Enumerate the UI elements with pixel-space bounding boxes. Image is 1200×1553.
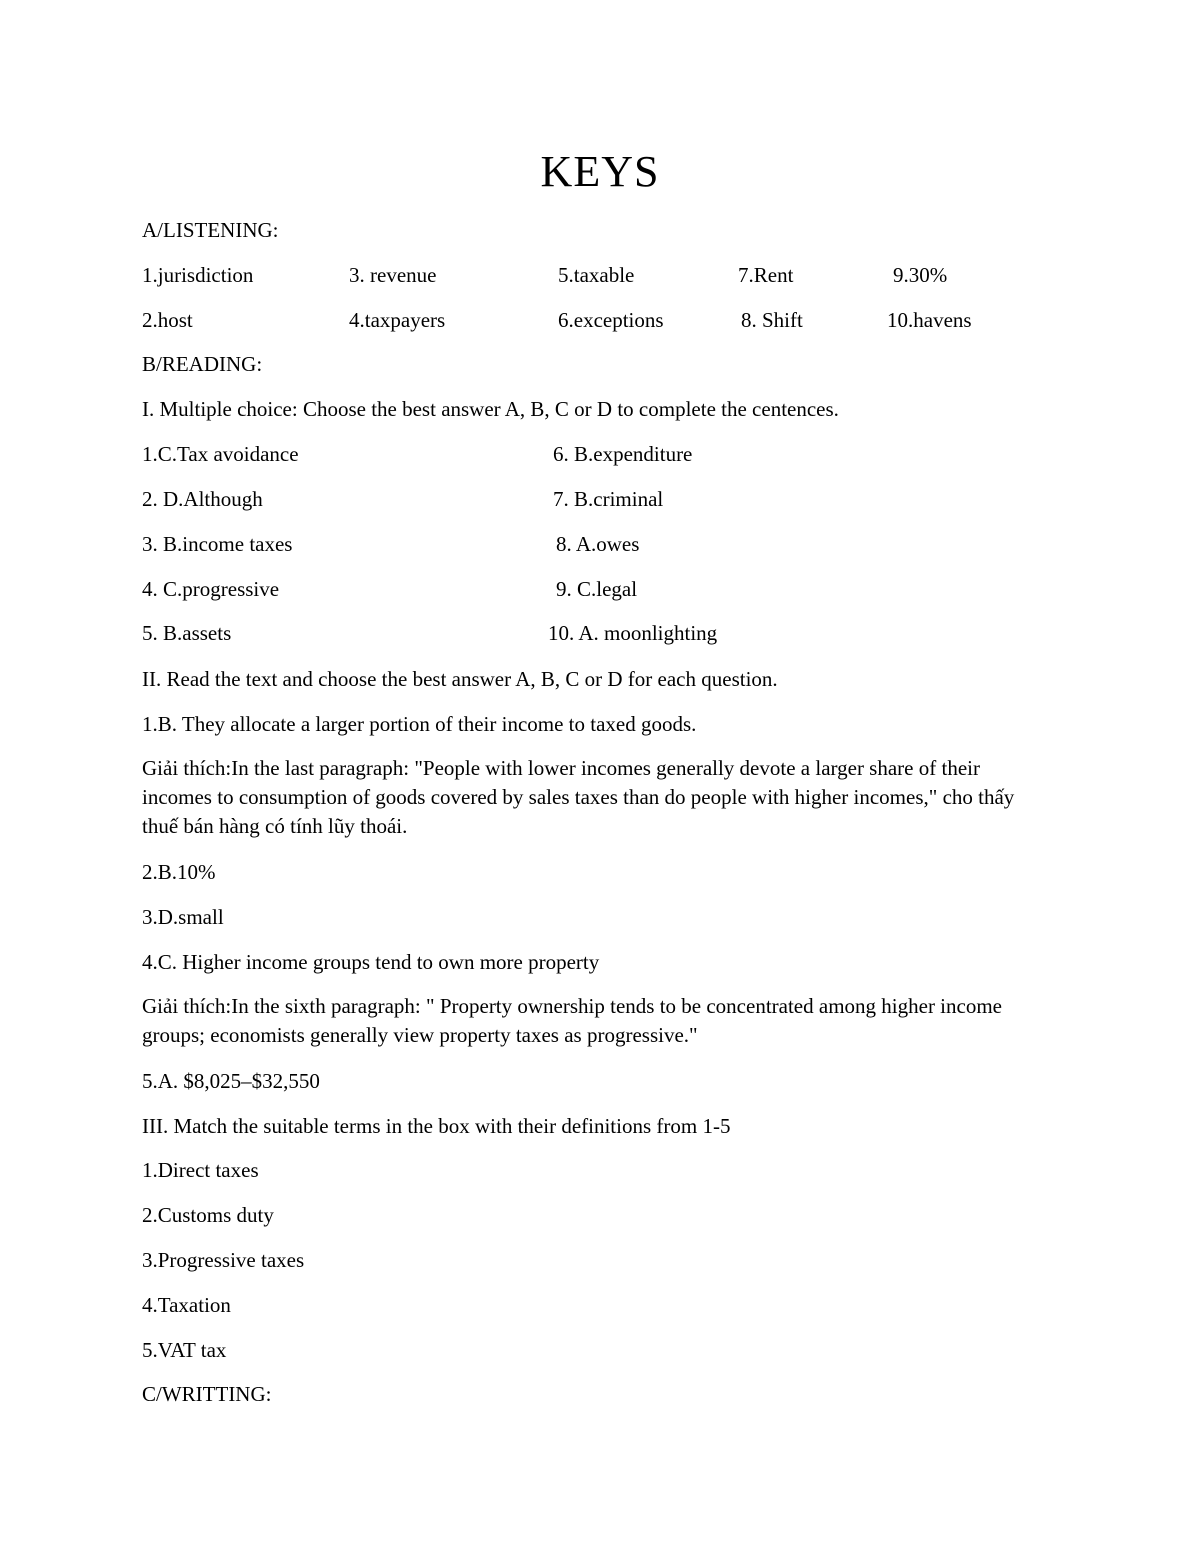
part2-answer: 1.B. They allocate a larger portion of their income to taxed goods. bbox=[142, 712, 697, 736]
listening-answer: 3. revenue bbox=[349, 263, 437, 287]
listening-answer: 2.host bbox=[142, 308, 193, 332]
listening-answer: 7.Rent bbox=[738, 263, 794, 287]
listening-answer: 8. Shift bbox=[741, 308, 803, 332]
mc-answer: 1.C.Tax avoidance bbox=[142, 442, 299, 466]
part3-answer: 5.VAT tax bbox=[142, 1338, 227, 1362]
mc-answer: 7. B.criminal bbox=[553, 487, 664, 511]
reading-heading: B/READING: bbox=[142, 352, 263, 376]
listening-answer: 6.exceptions bbox=[558, 308, 664, 332]
listening-answer: 5.taxable bbox=[558, 263, 635, 287]
mc-answer: 9. C.legal bbox=[556, 577, 638, 601]
part3-answer: 2.Customs duty bbox=[142, 1203, 274, 1227]
part2-answer: 3.D.small bbox=[142, 905, 224, 929]
part3-answer: 1.Direct taxes bbox=[142, 1158, 259, 1182]
mc-answer: 5. B.assets bbox=[142, 621, 232, 645]
part2-answer: 5.A. $8,025–$32,550 bbox=[142, 1069, 320, 1093]
part3-answer: 4.Taxation bbox=[142, 1293, 231, 1317]
mc-answer: 10. A. moonlighting bbox=[548, 621, 718, 645]
mc-answer: 4. C.progressive bbox=[142, 577, 280, 601]
page-title: KEYS bbox=[540, 147, 660, 196]
part2-answer: 2.B.10% bbox=[142, 860, 216, 884]
part2-explanation: Giải thích:In the sixth paragraph: " Property ownership tends to be concentrated among higher income groups; economists generally view property taxes as progressive." bbox=[142, 994, 1002, 1047]
mc-answer: 2. D.Although bbox=[142, 487, 263, 511]
listening-answer: 9.30% bbox=[893, 263, 948, 287]
listening-answer: 10.havens bbox=[887, 308, 972, 332]
mc-answer: 8. A.owes bbox=[556, 532, 640, 556]
part2-instruction: II. Read the text and choose the best answer A, B, C or D for each question. bbox=[142, 667, 778, 691]
part2-answer: 4.C. Higher income groups tend to own more property bbox=[142, 950, 600, 974]
part2-explanation: Giải thích:In the last paragraph: "People with lower incomes generally devote a larger share of their incomes to consumption of goods covered by sales taxes than do people with higher incomes," cho thấy thuế bán hàng có tính lũy thoái. bbox=[142, 756, 1015, 838]
part3-answer: 3.Progressive taxes bbox=[142, 1248, 305, 1272]
listening-answer: 4.taxpayers bbox=[349, 308, 446, 332]
mc-answer: 3. B.income taxes bbox=[142, 532, 293, 556]
part3-instruction: III. Match the suitable terms in the box with their definitions from 1-5 bbox=[142, 1114, 731, 1138]
mc-answer: 6. B.expenditure bbox=[553, 442, 693, 466]
listening-heading: A/LISTENING: bbox=[142, 218, 279, 242]
listening-answer: 1.jurisdiction bbox=[142, 263, 254, 287]
part1-instruction: I. Multiple choice: Choose the best answer A, B, C or D to complete the centences. bbox=[142, 397, 839, 421]
writing-heading: C/WRITTING: bbox=[142, 1382, 272, 1406]
